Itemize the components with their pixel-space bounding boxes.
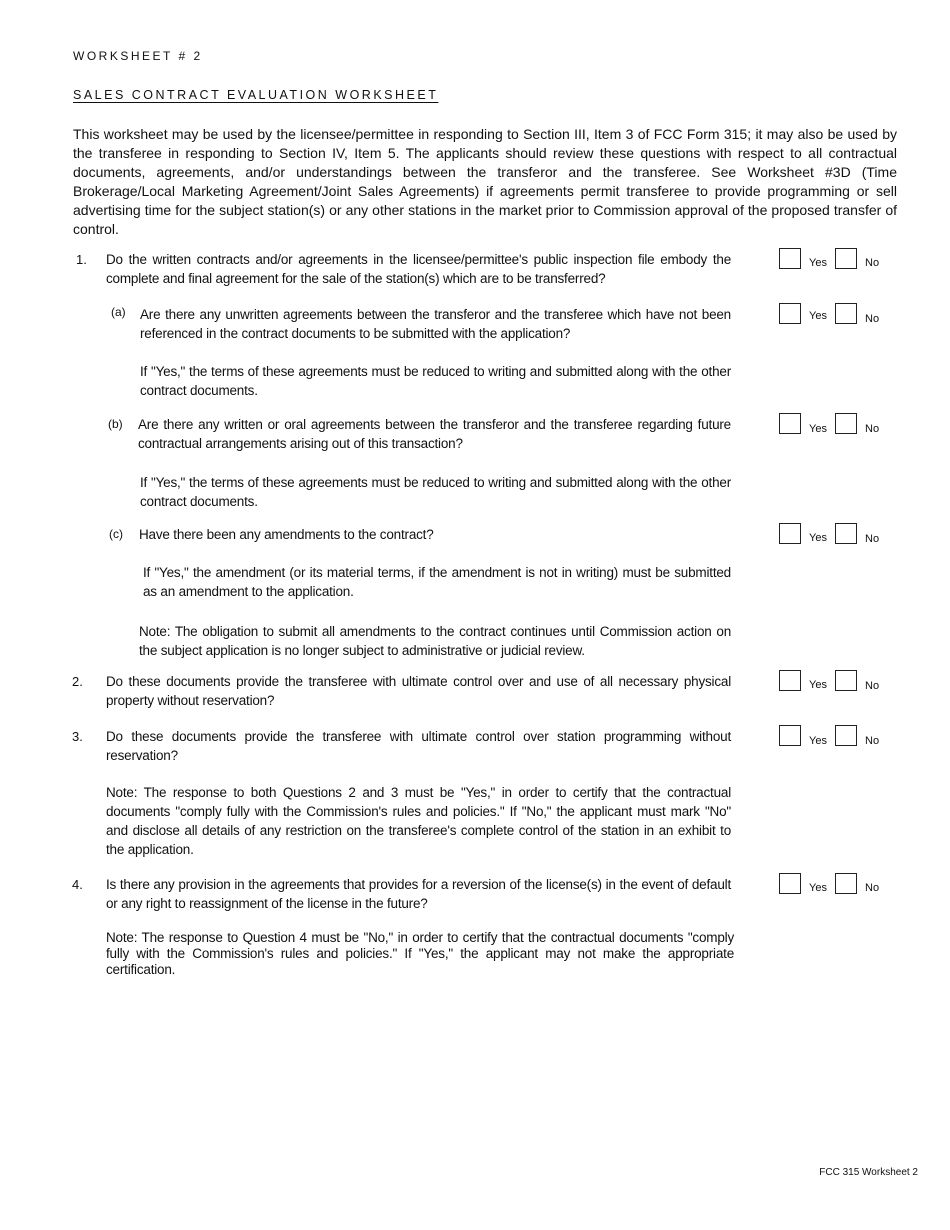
q1-yes-checkbox[interactable]: [779, 248, 801, 269]
q1c-no-label: No: [865, 533, 880, 545]
q1b-note: If "Yes," the terms of these agreements must be reduced to writing and submitted along with the other contract documents.: [140, 475, 731, 509]
q2-yes-label: Yes: [809, 679, 827, 691]
q1c-note-obligation: Note: The obligation to submit all amendments to the contract continues until Commission action on the subject application is no longer subject to administrative or judicial review.: [139, 624, 731, 658]
q1c-yes-label: Yes: [809, 532, 827, 544]
q1b-yes-label: Yes: [809, 423, 827, 435]
q1a-no-checkbox[interactable]: [835, 303, 857, 324]
q1c-note: If "Yes," the amendment (or its material terms, if the amendment is not in writing) must be submitted as an amendment to the application.: [143, 565, 731, 599]
q4-note: Note: The response to Question 4 must be "No," in order to certify that the contractual documents "comply fully with the Commission's rules and policies." If "Yes," the applicant may not make the appropriate certification.: [106, 930, 734, 977]
q1a-number: (a): [111, 305, 126, 319]
page-footer: FCC 315 Worksheet 2: [819, 1167, 918, 1178]
q1b-no-label: No: [865, 423, 880, 435]
q1b-yes-checkbox[interactable]: [779, 413, 801, 434]
q3-answer: [779, 725, 889, 749]
q1-no-checkbox[interactable]: [835, 248, 857, 269]
q1-answer: [779, 248, 889, 272]
q1a-yes-label: Yes: [809, 310, 827, 322]
q1c-no-checkbox[interactable]: [835, 523, 857, 544]
q1b-number: (b): [108, 417, 123, 431]
q1a-note: If "Yes," the terms of these agreements must be reduced to writing and submitted along with the other contract documents.: [140, 364, 731, 398]
q4-yes-label: Yes: [809, 882, 827, 894]
q3-yes-label: Yes: [809, 735, 827, 747]
q3-note: Note: The response to both Questions 2 and 3 must be "Yes," in order to certify that the contractual documents "comply fully with the Commission's rules and policies." If "No," the applicant must mark "No" and disclose all details of any restriction on the transferee's complete control of the station in an exhibit to the application.: [106, 785, 731, 857]
q2-no-label: No: [865, 680, 880, 692]
q1a-no-label: No: [865, 313, 880, 325]
q1-no-label: No: [865, 257, 880, 269]
worksheet-number: WORKSHEET # 2: [73, 49, 203, 63]
q4-yes-checkbox[interactable]: [779, 873, 801, 894]
q1c-answer: [779, 523, 889, 547]
q2-number: 2.: [72, 674, 83, 689]
q1a-text: Are there any unwritten agreements between the transferor and the transferee which have not been referenced in the contract documents to be submitted with the application?: [140, 307, 731, 341]
q1c-text: Have there been any amendments to the contract?: [139, 527, 434, 542]
q1-text: Do the written contracts and/or agreements in the licensee/permittee's public inspection file embody the complete and final agreement for the sale of the station(s) which are to be transferred?: [106, 252, 731, 286]
q3-text: Do these documents provide the transferee with ultimate control over station programming without reservation?: [106, 729, 731, 763]
q4-number: 4.: [72, 877, 83, 892]
intro-paragraph: This worksheet may be used by the licensee/permittee in responding to Section III, Item 3 of FCC Form 315; it may also be used by the transferee in responding to Section IV, Item 5. The applicants should review these questions with respect to all contractual documents, agreements, and/or understandings between the transferor and the transferee. See Worksheet #3D (Time Brokerage/Local Marketing Agreement/Joint Sales Agreements) if agreements permit transferee to provide programming or sell advertising time for the subject station(s) or any other stations in the market prior to Commission approval of the proposed transfer of control.: [73, 126, 897, 237]
q2-no-checkbox[interactable]: [835, 670, 857, 691]
q1c-yes-checkbox[interactable]: [779, 523, 801, 544]
q1b-no-checkbox[interactable]: [835, 413, 857, 434]
q4-text: Is there any provision in the agreements that provides for a reversion of the license(s) in the event of default or any right to reassignment of the license in the future?: [106, 877, 731, 911]
q1b-answer: [779, 413, 889, 437]
q3-no-label: No: [865, 735, 880, 747]
q1-number: 1.: [76, 252, 87, 267]
worksheet-title: SALES CONTRACT EVALUATION WORKSHEET: [73, 88, 439, 102]
q1-yes-label: Yes: [809, 257, 827, 269]
q3-no-checkbox[interactable]: [835, 725, 857, 746]
q1b-text: Are there any written or oral agreements between the transferor and the transferee regarding future contractual arrangements arising out of this transaction?: [138, 417, 731, 451]
q4-no-label: No: [865, 882, 880, 894]
q3-yes-checkbox[interactable]: [779, 725, 801, 746]
q2-yes-checkbox[interactable]: [779, 670, 801, 691]
q1c-number: (c): [109, 527, 123, 541]
q2-text: Do these documents provide the transferee with ultimate control over and use of all necessary physical property without reservation?: [106, 674, 731, 708]
q3-number: 3.: [72, 729, 83, 744]
q2-answer: [779, 670, 889, 694]
q1a-answer: [779, 303, 889, 327]
q1a-yes-checkbox[interactable]: [779, 303, 801, 324]
q4-no-checkbox[interactable]: [835, 873, 857, 894]
q4-answer: [779, 873, 889, 897]
